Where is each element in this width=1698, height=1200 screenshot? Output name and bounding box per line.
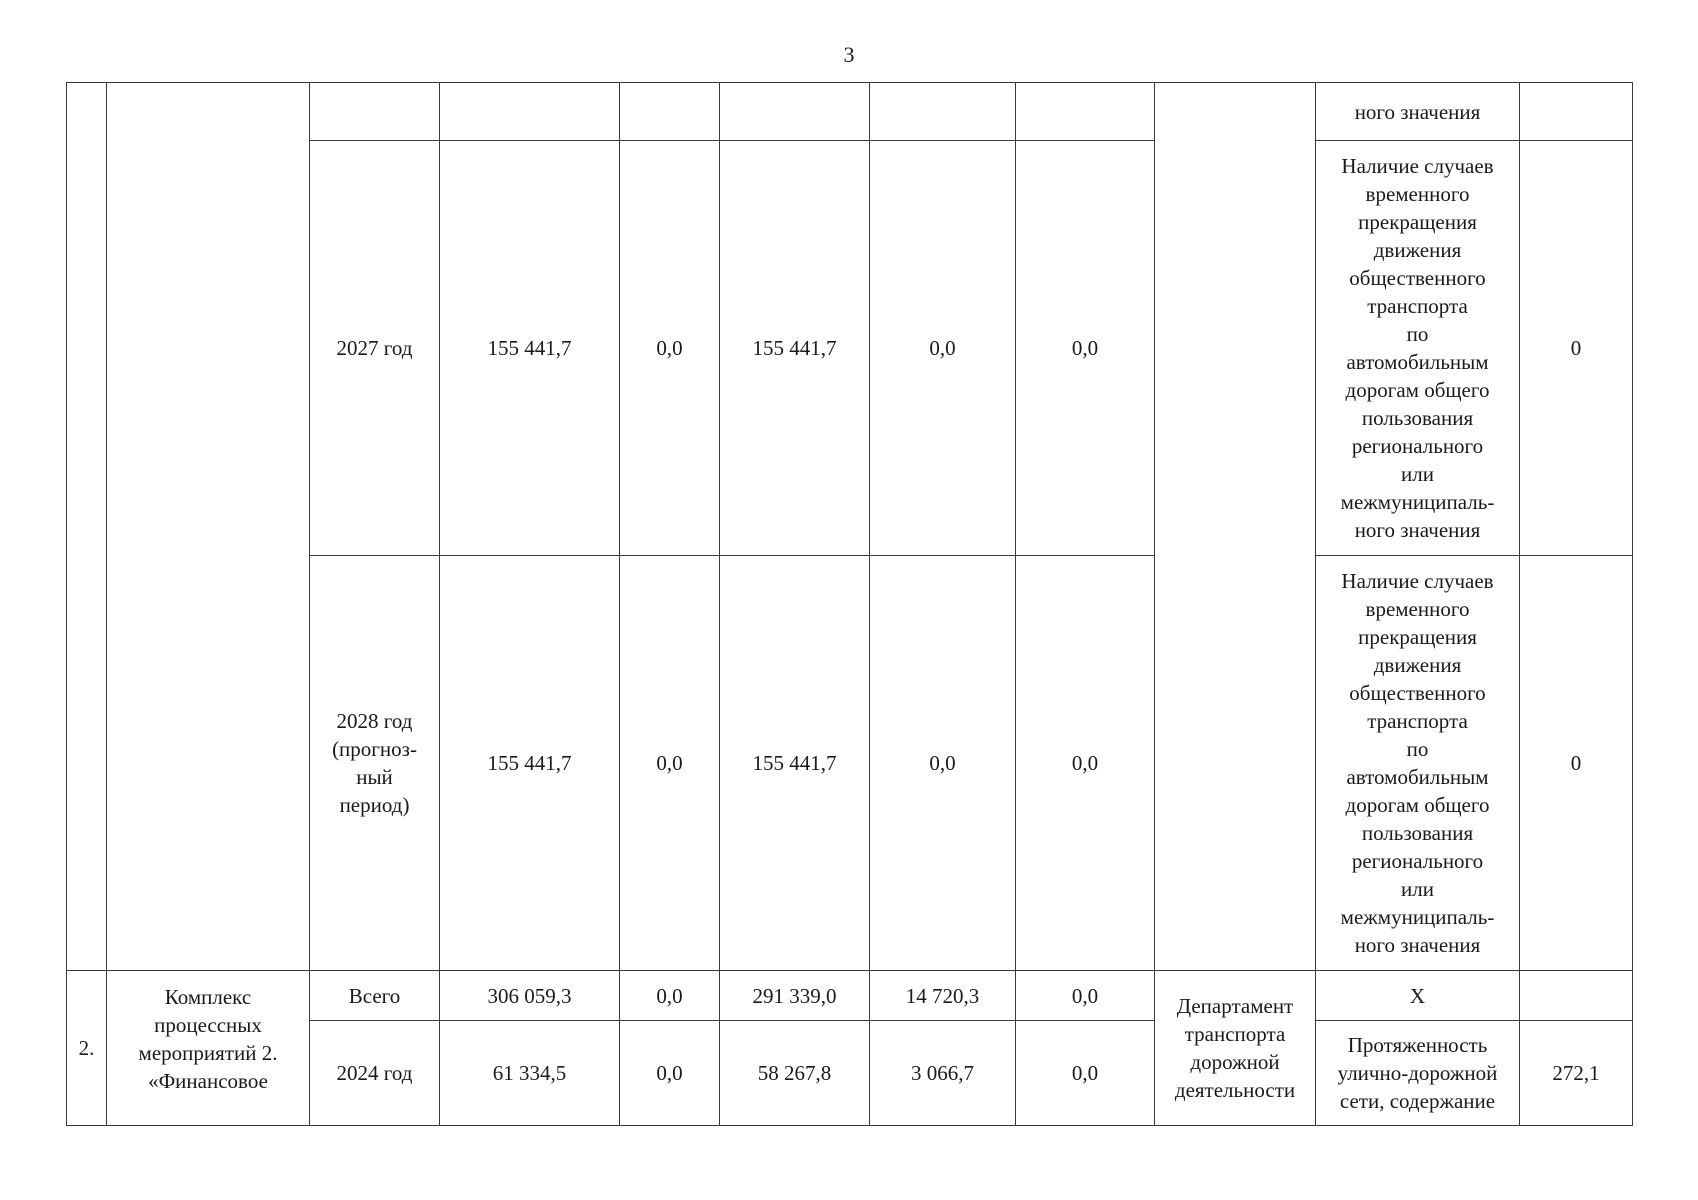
cell-name: Комплекс процессных мероприятий 2. «Финансовое [107, 971, 310, 1126]
cell-indicator-text: ного значения [1316, 83, 1520, 141]
cell-federal: 0,0 [620, 1021, 720, 1126]
cell-number: 2. [67, 971, 107, 1126]
cell-federal: 0,0 [620, 141, 720, 556]
program-table [66, 82, 1633, 1126]
cell-indicator-text: Наличие случаев временного прекращения движения общественного транспорта по автомобильным дорогам общего пользования регионального или межмуниципаль- ного значения [1316, 556, 1520, 971]
cell-local: 0,0 [870, 141, 1016, 556]
cell-indicator-value [1520, 83, 1633, 141]
cell-other: 0,0 [1016, 1021, 1155, 1126]
cell-indicator-value: 272,1 [1520, 1021, 1633, 1126]
table-row [67, 83, 1633, 141]
cell-indicator-text: Наличие случаев временного прекращения движения общественного транспорта по автомобильным дорогам общего пользования регионального или межмуниципаль- ного значения [1316, 141, 1520, 556]
cell-responsible: Департамент транспорта дорожной деятельности [1155, 971, 1316, 1126]
cell-total: 155 441,7 [440, 556, 620, 971]
cell-total: 61 334,5 [440, 1021, 620, 1126]
cell-period: 2028 год (прогноз- ный период) [310, 556, 440, 971]
cell-regional: 155 441,7 [720, 556, 870, 971]
cell-local: 14 720,3 [870, 971, 1016, 1021]
cell-indicator-value: 0 [1520, 556, 1633, 971]
cell-period: Всего [310, 971, 440, 1021]
cell-period: 2024 год [310, 1021, 440, 1126]
cell-indicator-text: Протяженность улично-дорожной сети, содержание [1316, 1021, 1520, 1126]
cell-total: 306 059,3 [440, 971, 620, 1021]
cell-regional: 58 267,8 [720, 1021, 870, 1126]
cell-indicator-value: 0 [1520, 141, 1633, 556]
cell-local: 3 066,7 [870, 1021, 1016, 1126]
cell-other: 0,0 [1016, 141, 1155, 556]
cell-number-continued [67, 83, 107, 971]
cell-total: 155 441,7 [440, 141, 620, 556]
cell-total [440, 83, 620, 141]
cell-responsible-continued [1155, 83, 1316, 971]
cell-period [310, 83, 440, 141]
cell-regional: 155 441,7 [720, 141, 870, 556]
page-number: 3 [843, 42, 855, 67]
cell-local: 0,0 [870, 556, 1016, 971]
cell-name-continued [107, 83, 310, 971]
cell-period: 2027 год [310, 141, 440, 556]
cell-federal [620, 83, 720, 141]
cell-other: 0,0 [1016, 971, 1155, 1021]
cell-indicator-text: Х [1316, 971, 1520, 1021]
cell-indicator-value [1520, 971, 1633, 1021]
cell-federal: 0,0 [620, 556, 720, 971]
cell-other [1016, 83, 1155, 141]
cell-regional: 291 339,0 [720, 971, 870, 1021]
cell-regional [720, 83, 870, 141]
cell-local [870, 83, 1016, 141]
table-row [67, 971, 1633, 1021]
cell-other: 0,0 [1016, 556, 1155, 971]
cell-federal: 0,0 [620, 971, 720, 1021]
